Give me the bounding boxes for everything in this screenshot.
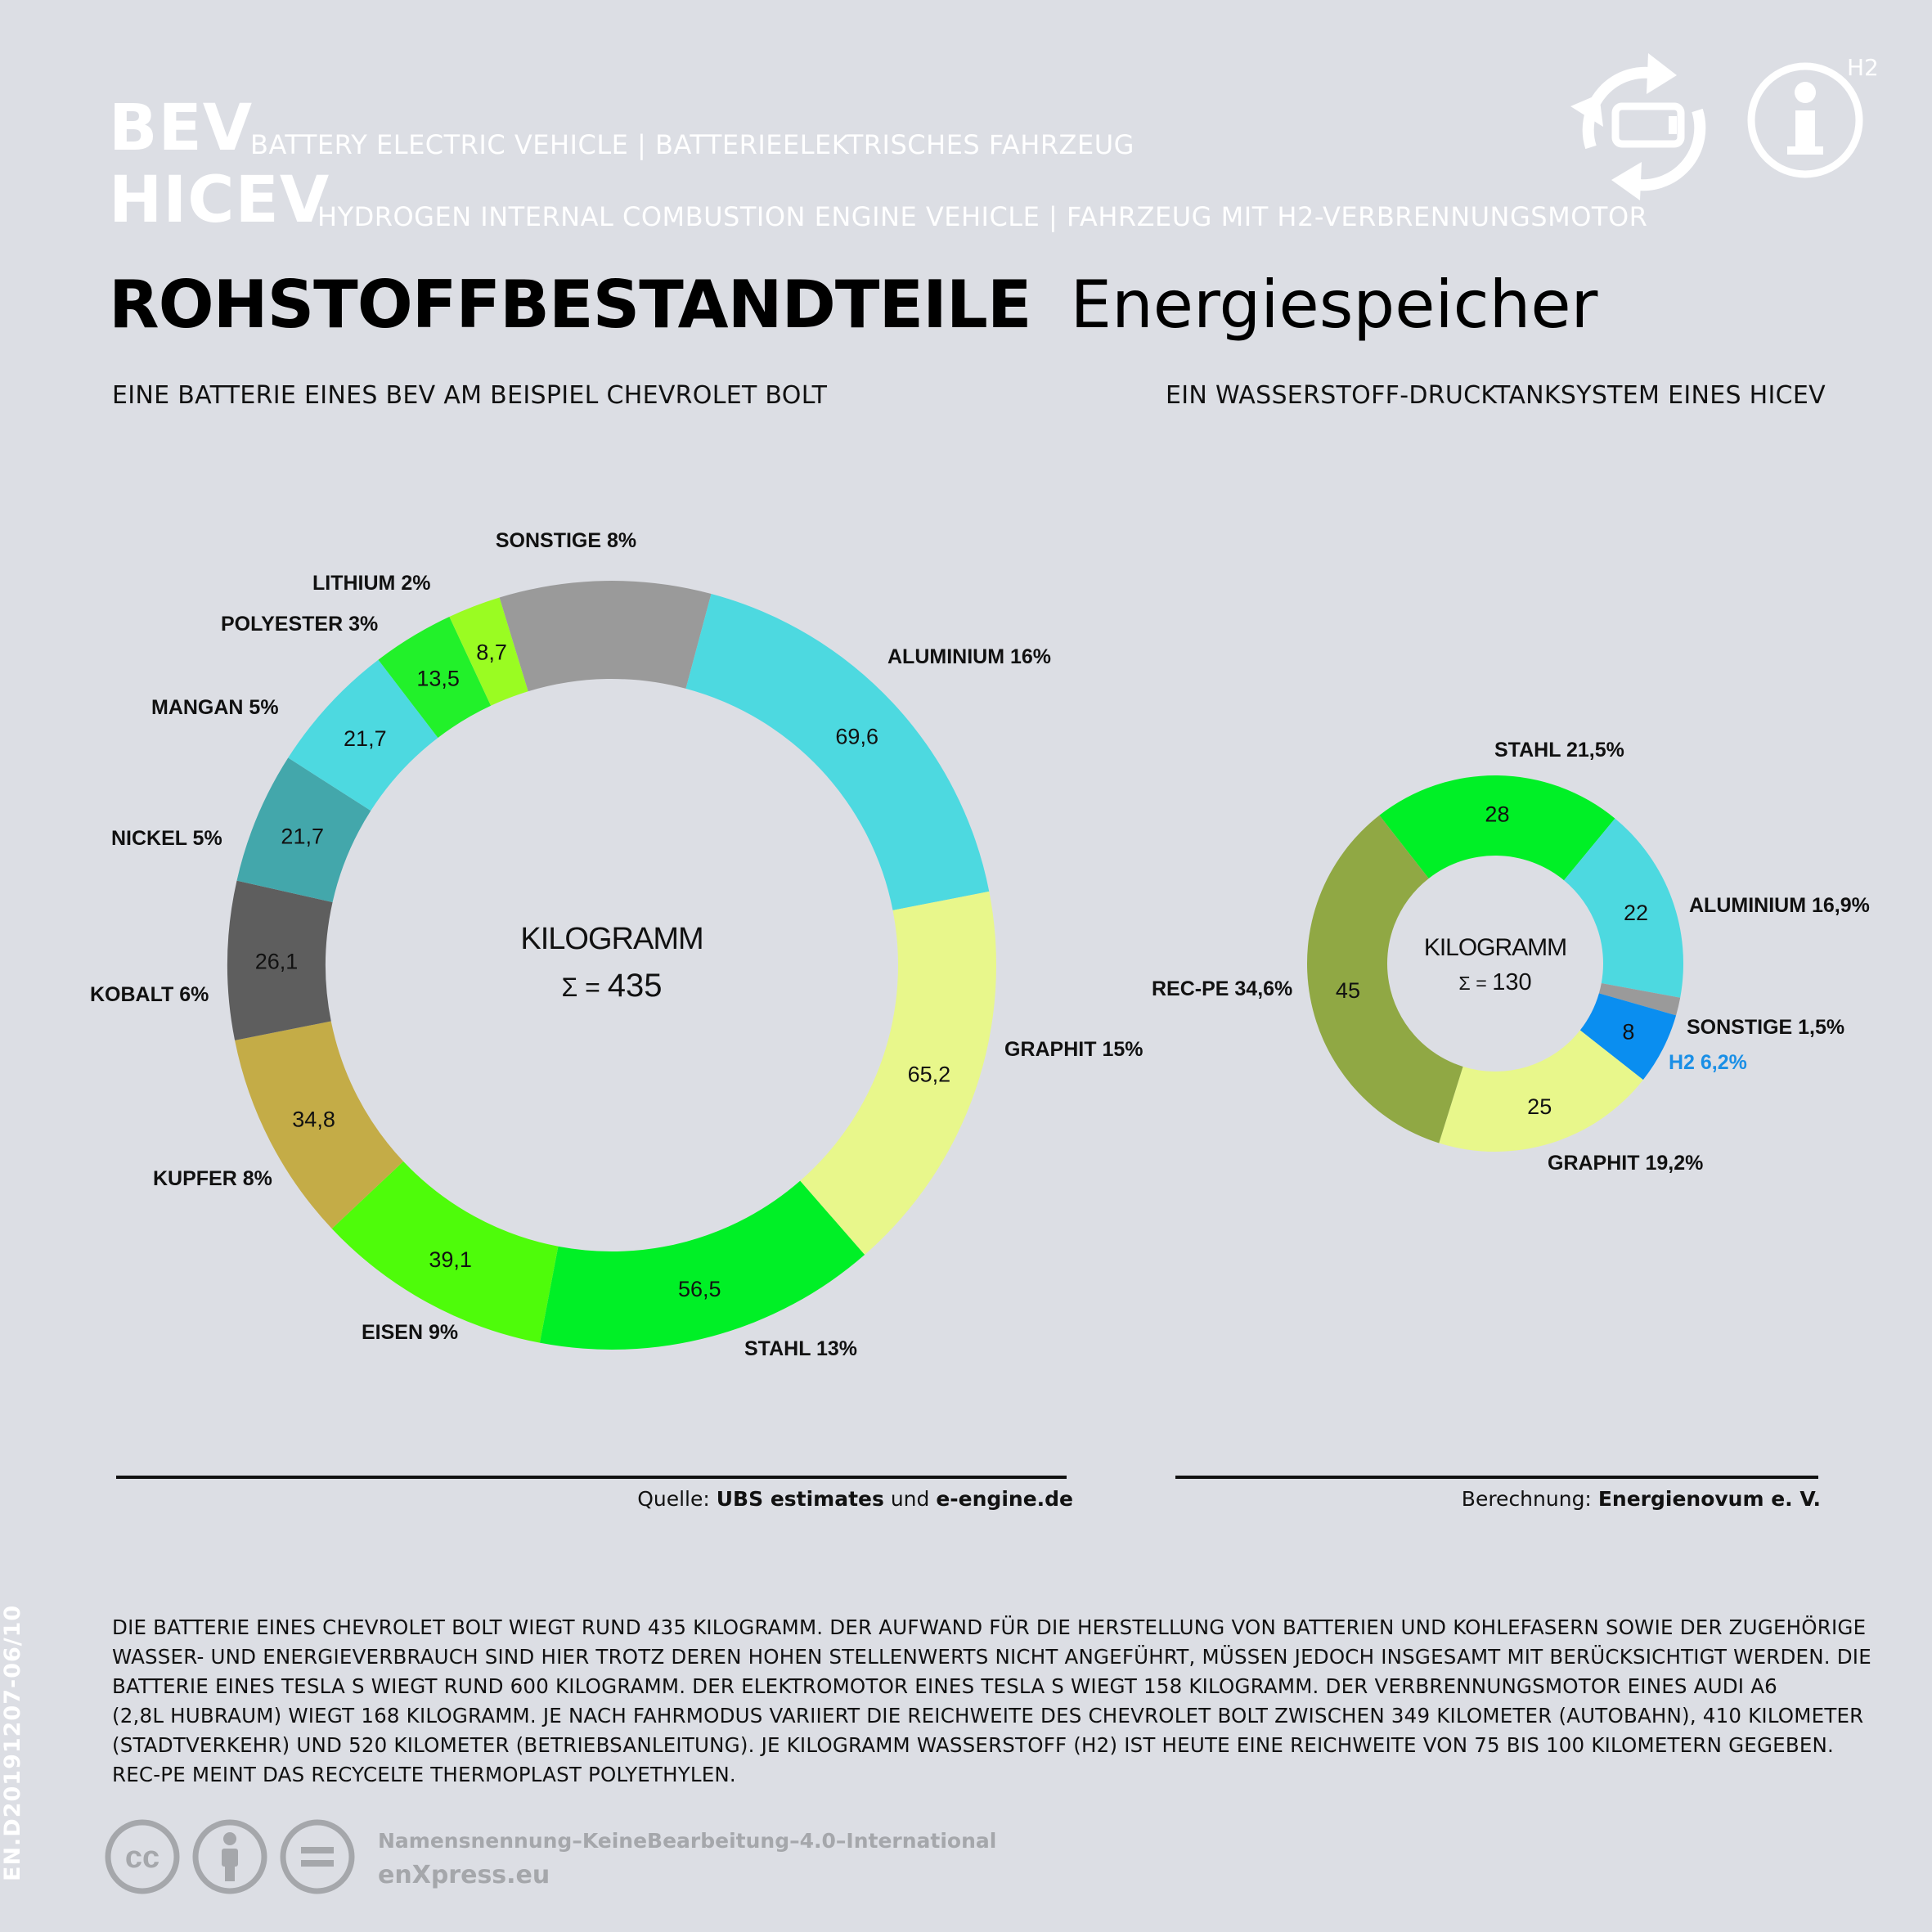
slice-value-label: 8 xyxy=(1622,1019,1635,1045)
slice-value-label: 45 xyxy=(1335,978,1360,1004)
source-prefix: Quelle: xyxy=(637,1487,717,1511)
title-bold: ROHSTOFFBESTANDTEILE xyxy=(109,267,1031,343)
right-divider xyxy=(1175,1476,1818,1479)
note-line: DIE BATTERIE EINES CHEVROLET BOLT WIEGT RUND 435 KILOGRAMM. DER AUFWAND FÜR DIE HERSTELLUNG VON BATTERIEN UND KOHLEFASERN SOWIE DER ZUGEHÖRIGE xyxy=(112,1615,1867,1639)
vertical-code: EN.D20191207-06/10 xyxy=(0,1604,25,1881)
slice-sonstige xyxy=(500,581,712,691)
slice-value-label: 8,7 xyxy=(476,640,507,665)
slice-name-label: SONSTIGE 8% xyxy=(495,529,637,552)
slice-value-label: 65,2 xyxy=(907,1062,951,1087)
hicev-heading: HICEV xyxy=(109,164,330,237)
left-divider xyxy=(116,1476,1067,1479)
explanation-paragraph xyxy=(112,1613,1871,1790)
slice-value-label: 56,5 xyxy=(677,1277,721,1302)
slice-name-label: STAHL 21,5% xyxy=(1494,739,1624,762)
note-line: BATTERIE EINES TESLA S WIEGT RUND 600 KILOGRAMM. DER ELEKTROMOTOR EINES TESLA S WIEGT 158 KILOGRAMM. DER VERBRENNUNGSMOTOR EINES AUDI A6 xyxy=(112,1674,1777,1698)
center-label: KILOGRAMM xyxy=(520,922,703,956)
center-total: Σ = 435 xyxy=(561,968,663,1004)
bev-subtitle: BATTERY ELECTRIC VEHICLE | BATTERIEELEKTRISCHES FAHRZEUG xyxy=(250,129,1134,160)
slice-name-label: EISEN 9% xyxy=(362,1321,459,1344)
center-label: KILOGRAMM xyxy=(1423,934,1567,961)
slice-name-label: NICKEL 5% xyxy=(111,827,222,850)
slice-value-label: 26,1 xyxy=(254,949,299,974)
slice-value-label: 25 xyxy=(1527,1094,1552,1120)
slice-name-label: KUPFER 8% xyxy=(153,1167,272,1190)
slice-aluminium xyxy=(685,594,989,910)
slice-name-label: POLYESTER 3% xyxy=(221,613,379,636)
site-text[interactable]: enXpress.eu xyxy=(378,1861,550,1889)
bev-heading: BEV xyxy=(109,92,254,165)
left-panel-heading: EINE BATTERIE EINES BEV AM BEISPIEL CHEVROLET BOLT xyxy=(112,381,828,410)
note-line: REC-PE MEINT DAS RECYCELTE THERMOPLAST POLYETHYLEN. xyxy=(112,1763,736,1786)
cc-icon-text: cc xyxy=(124,1840,160,1875)
slice-value-label: 22 xyxy=(1623,900,1648,925)
slice-name-label: GRAPHIT 15% xyxy=(1004,1038,1143,1061)
source-energienovum: Energienovum e. V. xyxy=(1597,1487,1821,1511)
note-line: (STADTVERKEHR) UND 520 KILOMETER (BETRIEBSANLEITUNG). JE KILOGRAMM WASSERSTOFF (H2) IST HEUTE EINE REICHWEITE VON 75 BIS 100 KILOMETERN GEGEBEN. xyxy=(112,1733,1835,1757)
attribution-icon[interactable] xyxy=(191,1817,269,1896)
source-prefix: Berechnung: xyxy=(1461,1487,1598,1511)
cc-icon[interactable] xyxy=(103,1817,182,1896)
source-ubs: UBS estimates xyxy=(716,1487,884,1511)
slice-name-label: H2 6,2% xyxy=(1669,1051,1747,1074)
slice-name-label: ALUMINIUM 16,9% xyxy=(1689,894,1870,917)
center-total: Σ = 130 xyxy=(1458,969,1532,995)
note-line: WASSER- UND ENERGIEVERBRAUCH SIND HIER TROTZ DEREN HOHEN STELLENWERTS NICHT ANGEFÜHRT, MÜSSEN JEDOCH INSGESAMT MIT BERÜCKSICHTIGT WERDEN. DIE xyxy=(112,1645,1871,1669)
slice-value-label: 21,7 xyxy=(344,726,387,751)
note-line: (2,8L HUBRAUM) WIEGT 168 KILOGRAMM. JE NACH FAHRMODUS VARIIERT DIE REICHWEITE DES CHEVROLET BOLT ZWISCHEN 349 KILOMETER (AUTOBAHN), 410 KILOMETER xyxy=(112,1704,1864,1728)
slice-name-label: STAHL 13% xyxy=(744,1337,858,1360)
right-source xyxy=(1462,1487,1821,1511)
left-source xyxy=(637,1487,1073,1511)
slice-name-label: KOBALT 6% xyxy=(90,983,209,1006)
slice-name-label: SONSTIGE 1,5% xyxy=(1687,1016,1845,1039)
slice-name-label: ALUMINIUM 16% xyxy=(887,645,1052,668)
no-derivatives-icon[interactable] xyxy=(278,1817,357,1896)
slice-name-label: REC-PE 34,6% xyxy=(1152,977,1293,1000)
hicev-subtitle: HYDROGEN INTERNAL COMBUSTION ENGINE VEHICLE | FAHRZEUG MIT H2-VERBRENNUNGSMOTOR xyxy=(317,201,1648,232)
license-text: Namensnennung–KeineBearbeitung–4.0–International xyxy=(378,1829,997,1853)
slice-graphit xyxy=(800,892,996,1255)
source-e-engine: e-engine.de xyxy=(936,1487,1073,1511)
slice-value-label: 34,8 xyxy=(292,1107,335,1132)
slice-value-label: 13,5 xyxy=(416,666,460,691)
slice-name-label: LITHIUM 2% xyxy=(312,572,431,595)
slice-stahl xyxy=(540,1181,865,1350)
slice-value-label: 21,7 xyxy=(281,824,324,849)
h2-tag: H2 xyxy=(1847,54,1879,81)
slice-name-label: MANGAN 5% xyxy=(151,696,279,719)
slice-value-label: 28 xyxy=(1485,802,1510,827)
slice-value-label: 69,6 xyxy=(835,724,878,749)
title-light: Energiespeicher xyxy=(1070,267,1598,343)
right-panel-heading: EIN WASSERSTOFF-DRUCKTANKSYSTEM EINES HICEV xyxy=(1166,381,1826,410)
slice-name-label: GRAPHIT 19,2% xyxy=(1548,1152,1704,1175)
source-mid: und xyxy=(883,1487,937,1511)
slice-value-label: 39,1 xyxy=(429,1247,472,1272)
